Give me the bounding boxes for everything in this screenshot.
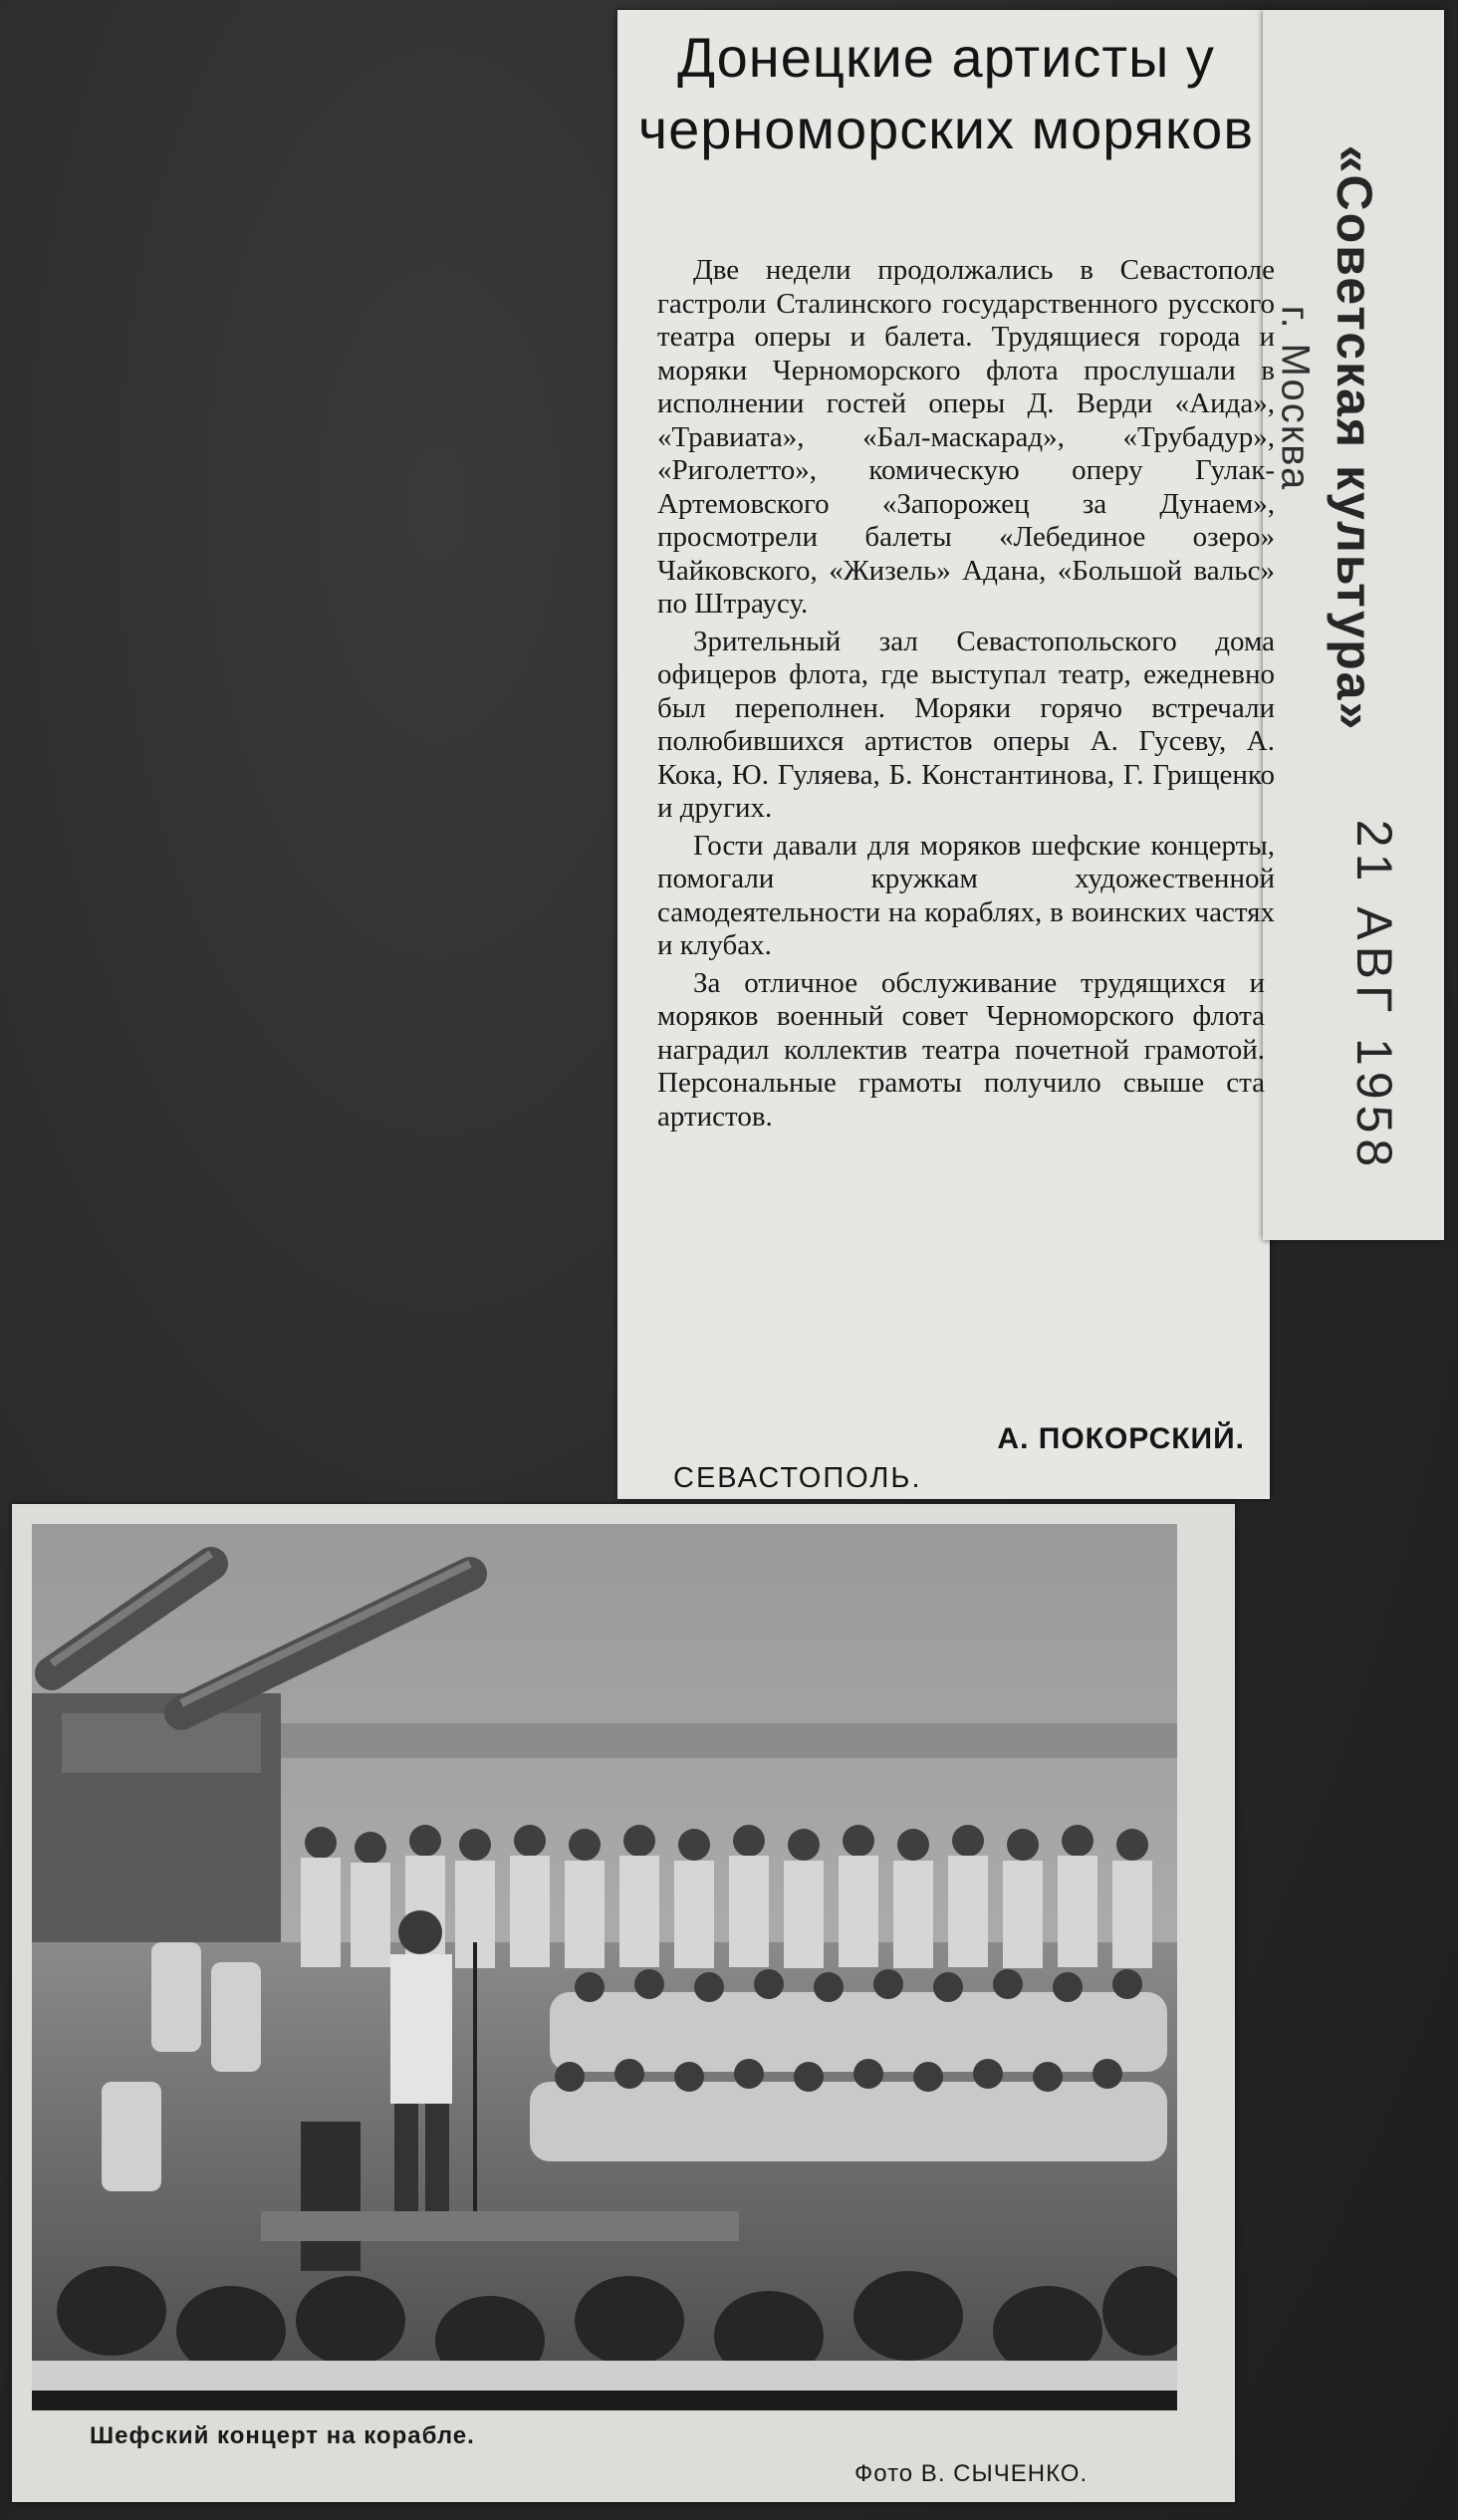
author-signature: А. ПОКОРСКИЙ. — [997, 1422, 1245, 1455]
concert-photo — [32, 1524, 1177, 2410]
stamp-city: г. Москва — [1273, 305, 1318, 492]
article-paragraph-4: За отличное обслуживание трудящихся и моряков военный совет Черноморского флота наградил коллектив театра почетной грамотой. Персональные грамоты получило свыше ста артистов. — [657, 966, 1265, 1133]
article-body — [657, 254, 1275, 1137]
article-headline: Донецкие артисты у черноморских моряков — [637, 26, 1255, 160]
article-paragraph-1: Две недели продолжались в Севастополе гастроли Сталинского государственного русского театра оперы и балета. Трудящиеся города и моряки Черноморского флота прослушали в исполнении гостей оперы Д. Верди «Аида», «Травиата», «Бал-маскарад», «Трубадур», «Риголетто», комическую оперу Гулак-Артемовского «Запорожец за Дунаем», просмотрели балеты «Лебединое озеро» Чайковского, «Жизель» Адана, «Большой вальс» по Штраусу. — [657, 254, 1275, 620]
photo-credit: Фото В. СЫЧЕНКО. — [854, 2460, 1089, 2487]
article-paragraph-3: Гости давали для моряков шефские концерты, помогали кружкам художественной самодеятельности на кораблях, в воинских частях и клубах. — [657, 829, 1275, 961]
stamp-date: 21 АВГ 1958 — [1346, 819, 1402, 1173]
concert-photo-image — [32, 1524, 1177, 2410]
photo-caption: Шефский концерт на корабле. — [90, 2422, 475, 2449]
stamp-newspaper-name: «Советская культура» — [1327, 144, 1382, 732]
article-paragraph-2: Зрительный зал Севастопольского дома офицеров флота, где выступал театр, ежедневно был переполнен. Моряки горячо встречали полюбившихся артистов оперы А. Гусеву, А. Кока, Ю. Гуляева, Б. Константинова, Г. Грищенко и других. — [657, 625, 1275, 824]
dateline-city: СЕВАСТОПОЛЬ. — [673, 1462, 922, 1494]
